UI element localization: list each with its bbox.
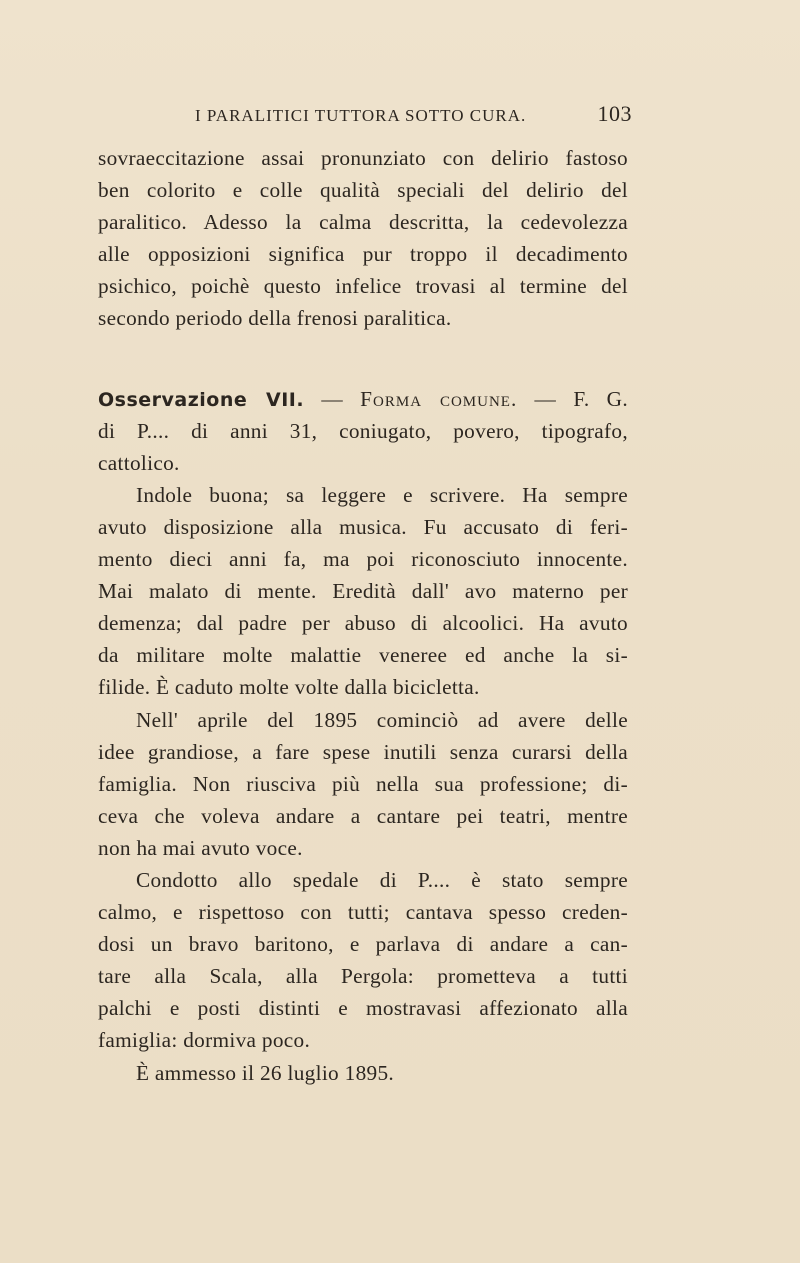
text-line: Mai malato di mente. Eredità dall' avo materno per xyxy=(98,579,628,604)
observation-heading-line xyxy=(98,383,628,415)
text-line: mento dieci anni fa, ma poi riconosciuto innocente. xyxy=(98,547,628,572)
paragraph-2 xyxy=(98,479,628,704)
paragraph-3 xyxy=(98,704,628,864)
text-line: ceva che voleva andare a cantare pei teatri, mentre xyxy=(98,803,628,828)
text-line: alle opposizioni significa pur troppo il decadimento xyxy=(98,242,628,267)
text-line: paralitico. Adesso la calma descritta, la cedevolezza xyxy=(98,210,628,235)
text-line: calmo, e rispettoso con tutti; cantava spesso creden- xyxy=(98,900,628,925)
text-line: famiglia: dormiva poco. xyxy=(98,1028,311,1053)
paragraph-5 xyxy=(98,1057,628,1089)
text-line: demenza; dal padre per abuso di alcoolici. Ha avuto xyxy=(98,611,628,636)
text-line: ben colorito e colle qualità speciali del delirio del xyxy=(98,178,628,203)
patient-initials: — F. G. xyxy=(517,386,628,411)
page-number: 103 xyxy=(597,101,632,126)
observation-label: Osservazione VII. xyxy=(98,388,305,411)
text-line: secondo periodo della frenosi paralitica. xyxy=(98,306,452,331)
text-line: tare alla Scala, alla Pergola: prometteva a tutti xyxy=(98,964,628,989)
paragraph-1 xyxy=(98,142,628,335)
text-line: non ha mai avuto voce. xyxy=(98,835,303,860)
text-line: sovraeccitazione assai pronunziato con delirio fastoso xyxy=(98,146,628,170)
text-line: palchi e posti distinti e mostravasi affezionato alla xyxy=(98,996,628,1021)
text-line: Nell' aprile del 1895 cominciò ad avere delle xyxy=(136,707,628,732)
running-header xyxy=(195,101,632,134)
text-line: da militare molte malattie veneree ed anche la si- xyxy=(98,643,628,668)
text-line: dosi un bravo baritono, e parlava di andare a can- xyxy=(98,932,628,957)
text-line: filide. È caduto molte volte dalla bicicletta. xyxy=(98,675,480,700)
section-gap xyxy=(98,335,628,383)
paragraph-4 xyxy=(98,864,628,1057)
observation-form: Forma comune. xyxy=(360,386,518,411)
text-line: psichico, poichè questo infelice trovasi al termine del xyxy=(98,274,628,299)
text-line: idee grandiose, a fare spese inutili senza curarsi della xyxy=(98,739,628,764)
text-line: Indole buona; sa leggere e scrivere. Ha sempre xyxy=(136,482,628,507)
dash-separator: — xyxy=(304,386,361,411)
text-line: cattolico. xyxy=(98,450,180,475)
text-line: Condotto allo spedale di P.... è stato sempre xyxy=(136,867,628,892)
body-text xyxy=(98,142,628,1089)
text-line: È ammesso il 26 luglio 1895. xyxy=(136,1060,395,1085)
observation-heading xyxy=(98,383,628,479)
text-line: di P.... di anni 31, coniugato, povero, tipografo, xyxy=(98,418,628,443)
text-line: famiglia. Non riusciva più nella sua professione; di- xyxy=(98,771,628,796)
running-title: I PARALITICI TUTTORA SOTTO CURA. xyxy=(195,106,527,125)
text-line: avuto disposizione alla musica. Fu accusato di feri- xyxy=(98,514,628,539)
